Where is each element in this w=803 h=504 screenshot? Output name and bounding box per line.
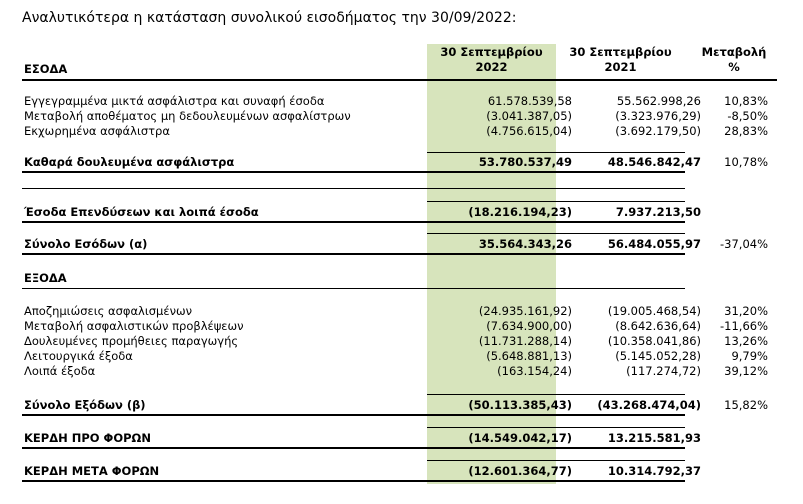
row-bottom-border: [22, 447, 685, 449]
row-value-2022: 35.564.343,26: [478, 237, 572, 251]
row-value-2022: 61.578.539,58: [487, 94, 572, 108]
row-change: 15,82%: [724, 398, 768, 412]
row-bottom-border: [22, 414, 685, 416]
row-value-2022: (163.154,24): [497, 364, 572, 378]
row-value-2022: (7.634.900,00): [486, 319, 572, 333]
row-label: Μεταβολή ασφαλιστικών προβλέψεων: [24, 319, 244, 333]
row-separator: [427, 427, 685, 428]
row-value-2021: 13.215.581,93: [607, 431, 701, 445]
row-value-2022: (24.935.161,92): [478, 304, 572, 318]
header-col-change-line1: Μεταβολή: [701, 45, 767, 59]
row-value-2022: (5.648.881,13): [486, 349, 572, 363]
row-value-2021: (43.268.474,04): [597, 398, 701, 412]
header-col-change-line2: %: [728, 60, 740, 74]
row-label: Έσοδα Επενδύσεων και λοιπά έσοδα: [24, 205, 259, 219]
header-col-change: [692, 45, 776, 75]
row-label: Αποζημιώσεις ασφαλισμένων: [24, 304, 193, 318]
row-change: -37,04%: [720, 237, 768, 251]
row-separator: [427, 460, 685, 461]
row-value-2022: (12.601.364,77): [468, 464, 572, 478]
row-value-2022: 53.780.537,49: [478, 155, 572, 169]
row-change: 13,26%: [724, 334, 768, 348]
row-separator: [22, 188, 685, 189]
row-bottom-border: [22, 221, 685, 223]
row-label: Λειτουργικά έξοδα: [24, 349, 133, 363]
header-col-2021: [556, 45, 685, 75]
row-label: Σύνολο Εξόδων (β): [24, 398, 146, 412]
row-separator: [427, 394, 685, 395]
row-label: Λοιπά έξοδα: [24, 364, 96, 378]
row-value-2021: (19.005.468,54): [607, 304, 701, 318]
row-change: 31,20%: [724, 304, 768, 318]
row-value-2021: 10.314.792,37: [607, 464, 701, 478]
row-value-2021: (5.145.052,28): [615, 349, 701, 363]
row-value-2022: (11.731.288,14): [478, 334, 572, 348]
header-col-2022-line2: 2022: [475, 60, 508, 74]
row-value-2021: (10.358.041,86): [607, 334, 701, 348]
row-label: Καθαρά δουλευμένα ασφάλιστρα: [24, 155, 235, 169]
row-value-2022: (3.041.387,05): [486, 109, 572, 123]
row-label: Εγγεγραμμένα μικτά ασφάλιστρα και συναφή έσοδα: [24, 94, 325, 108]
row-value-2021: (8.642.636,64): [615, 319, 701, 333]
row-change: 28,83%: [724, 124, 768, 138]
row-value-2021: 7.937.213,50: [615, 205, 701, 219]
row-label: ΚΕΡΔΗ ΜΕΤΑ ΦΟΡΩΝ: [24, 464, 160, 478]
row-change: 39,12%: [724, 364, 768, 378]
row-separator: [427, 201, 685, 202]
row-value-2021: (3.692.179,50): [615, 124, 701, 138]
header-bottom-border: [22, 79, 777, 81]
section-expenses-border: [22, 288, 685, 289]
row-bottom-border: [22, 253, 685, 255]
row-value-2021: 48.546.842,47: [607, 155, 701, 169]
row-value-2022: (50.113.385,43): [468, 398, 572, 412]
row-change: 10,83%: [724, 94, 768, 108]
row-value-2021: (3.323.976,29): [615, 109, 701, 123]
row-change: 9,79%: [731, 349, 768, 363]
row-value-2021: (117.274,72): [626, 364, 701, 378]
subtotal-bottom-border: [22, 171, 685, 173]
row-label: Εκχωρημένα ασφάλιστρα: [24, 124, 170, 138]
row-label: Μεταβολή αποθέματος μη δεδουλευμένων ασφαλίστρων: [24, 109, 351, 123]
header-col-2022: [427, 45, 556, 75]
row-value-2021: 56.484.055,97: [607, 237, 701, 251]
header-col-2021-line1: 30 Σεπτεμβρίου: [569, 45, 672, 59]
row-change: -11,66%: [720, 319, 768, 333]
row-change: -8,50%: [727, 109, 768, 123]
subtotal-top-border: [427, 152, 685, 153]
row-value-2022: (4.756.615,04): [486, 124, 572, 138]
section-revenue-label: ΕΣΟΔΑ: [24, 62, 68, 76]
row-label: Σύνολο Εσόδων (α): [24, 237, 148, 251]
row-value-2022: (14.549.042,17): [468, 431, 572, 445]
row-bottom-border: [22, 480, 685, 482]
row-label: Δουλευμένες προμήθειες παραγωγής: [24, 334, 239, 348]
header-col-2021-line2: 2021: [604, 60, 637, 74]
row-label: ΚΕΡΔΗ ΠΡΟ ΦΟΡΩΝ: [24, 431, 151, 445]
header-col-2022-line1: 30 Σεπτεμβρίου: [440, 45, 543, 59]
row-value-2021: 55.562.998,26: [616, 94, 701, 108]
page-title: Αναλυτικότερα η κατάσταση συνολικού εισοδήματος την 30/09/2022:: [22, 10, 517, 26]
section-expenses-label: ΕΞΟΔΑ: [24, 271, 67, 285]
row-separator: [427, 233, 685, 234]
row-change: 10,78%: [724, 155, 768, 169]
row-value-2022: (18.216.194,23): [468, 205, 572, 219]
